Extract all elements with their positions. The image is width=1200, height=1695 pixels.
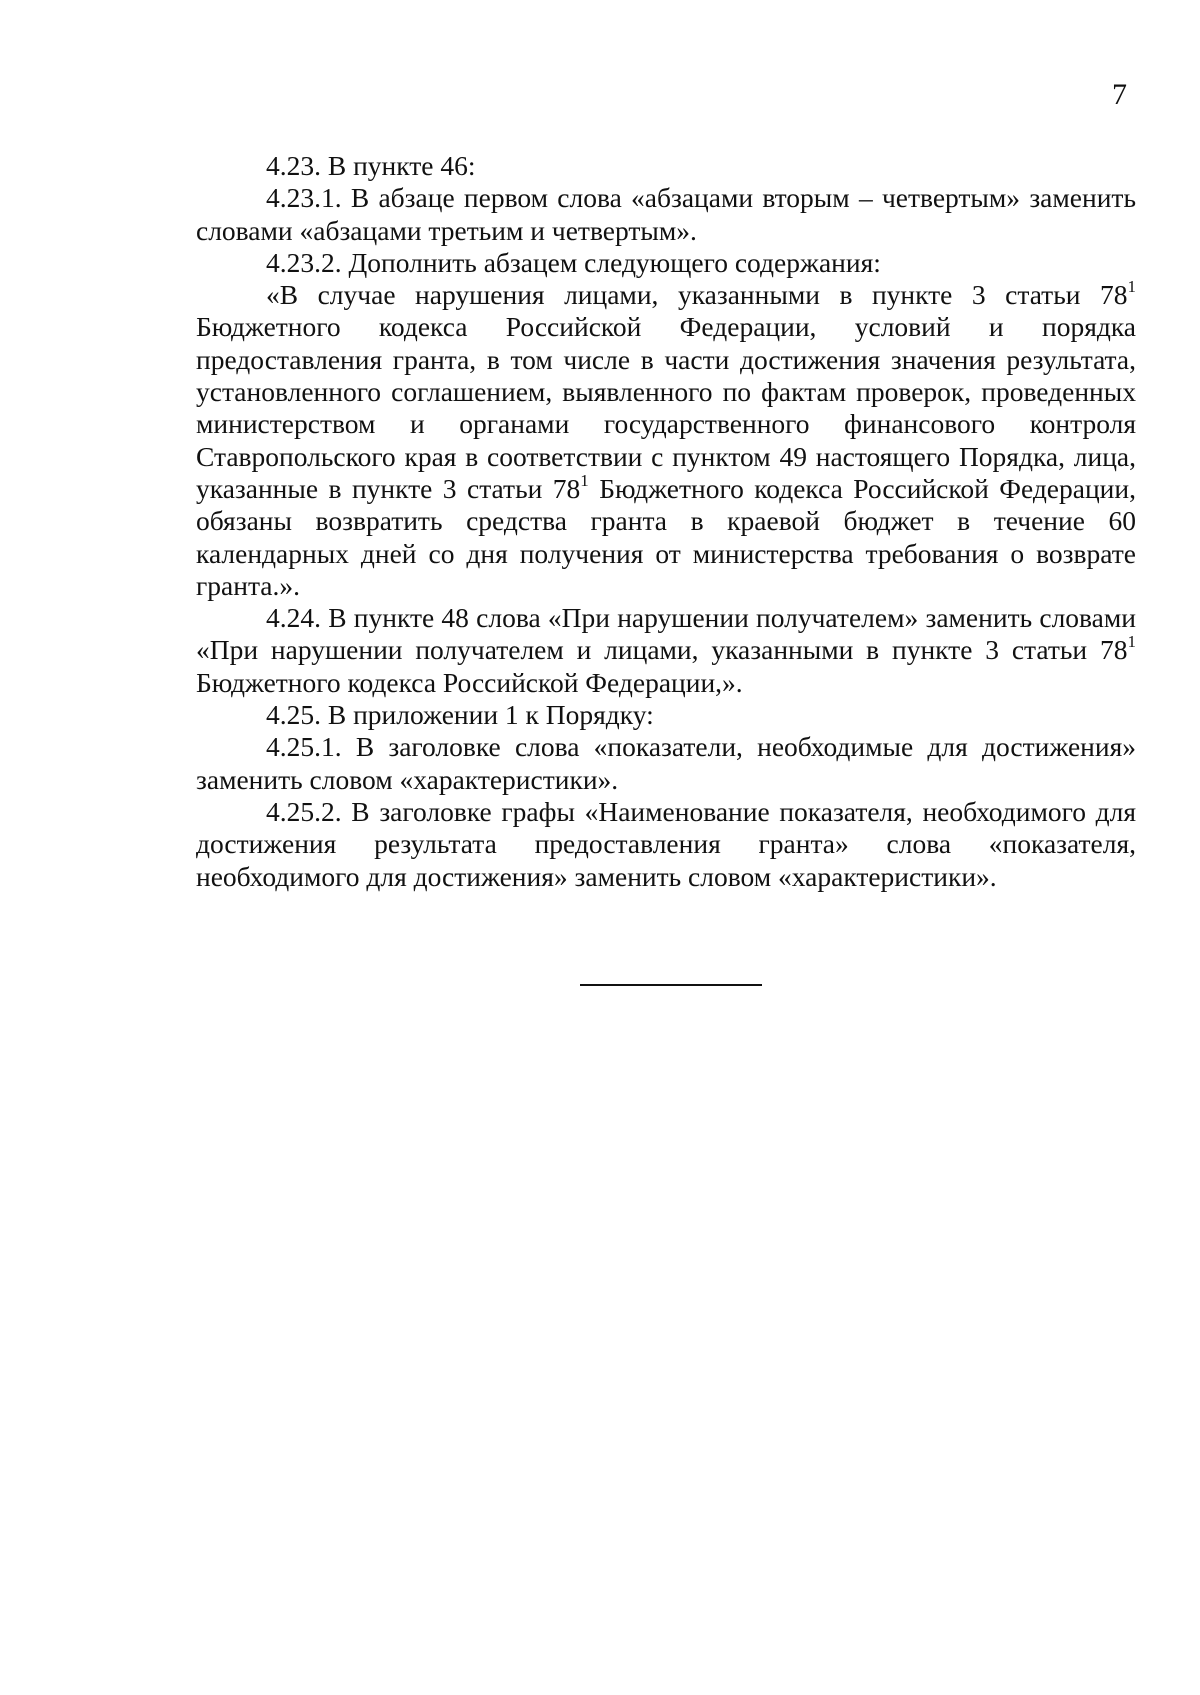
page-number: 7 [1112, 78, 1127, 111]
superscript-1: 1 [1127, 632, 1136, 652]
paragraph-4-23-2: 4.23.2. Дополнить абзацем следующего содержания: [266, 246, 881, 278]
paragraph-4-24-part-1: 4.24. В пункте 48 слова «При нарушении получателем» заменить словами «При нарушении получателем и лицами, указанными в пункте 3 статьи 78 [196, 602, 1136, 666]
document-body [196, 150, 1136, 893]
superscript-1: 1 [580, 471, 589, 491]
paragraph-4-25-1: 4.25.1. В заголовке слова «показатели, необходимые для достижения» заменить словом «характеристики». [196, 731, 1136, 795]
paragraph-4-24 [196, 602, 1136, 699]
paragraph-4-23: 4.23. В пункте 46: [266, 150, 476, 181]
superscript-1: 1 [1127, 277, 1136, 297]
paragraph-4-23-1: 4.23.1. В абзаце первом слова «абзацами вторым – четвертым» заменить словами «абзацами третьим и четвертым». [196, 182, 1136, 246]
paragraph-4-25: 4.25. В приложении 1 к Порядку: [266, 699, 654, 731]
quoted-paragraph-part-2: Бюджетного кодекса Российской Федерации, условий и порядка предоставления гранта, в том числе в части достижения значения результата, установленного соглашением, выявленного по фактам проверок, проведенных министерством и органами государственного финансового контроля Ставропольского края в соответствии с пунктом 49 настоящего Порядка, лица, указанные в пункте 3 статьи 78 [196, 311, 1136, 504]
paragraph-4-25-2: 4.25.2. В заголовке графы «Наименование показателя, необходимого для достижения результата предоставления гранта» слова «показателя, необходимого для достижения» заменить словом «характеристики». [196, 795, 1136, 892]
quoted-paragraph-part-3: Бюджетного кодекса Российской Федерации, обязаны возвратить средства гранта в краевой бюджет в течение 60 календарных дней со дня получения от министерства требования о возврате гранта.». [196, 472, 1136, 601]
closing-rule-divider [580, 984, 762, 986]
quoted-paragraph [196, 279, 1136, 602]
quoted-paragraph-part-1: «В случае нарушения лицами, указанными в пункте 3 статьи 78 [266, 279, 1128, 311]
paragraph-4-24-part-2: Бюджетного кодекса Российской Федерации,». [196, 666, 743, 698]
